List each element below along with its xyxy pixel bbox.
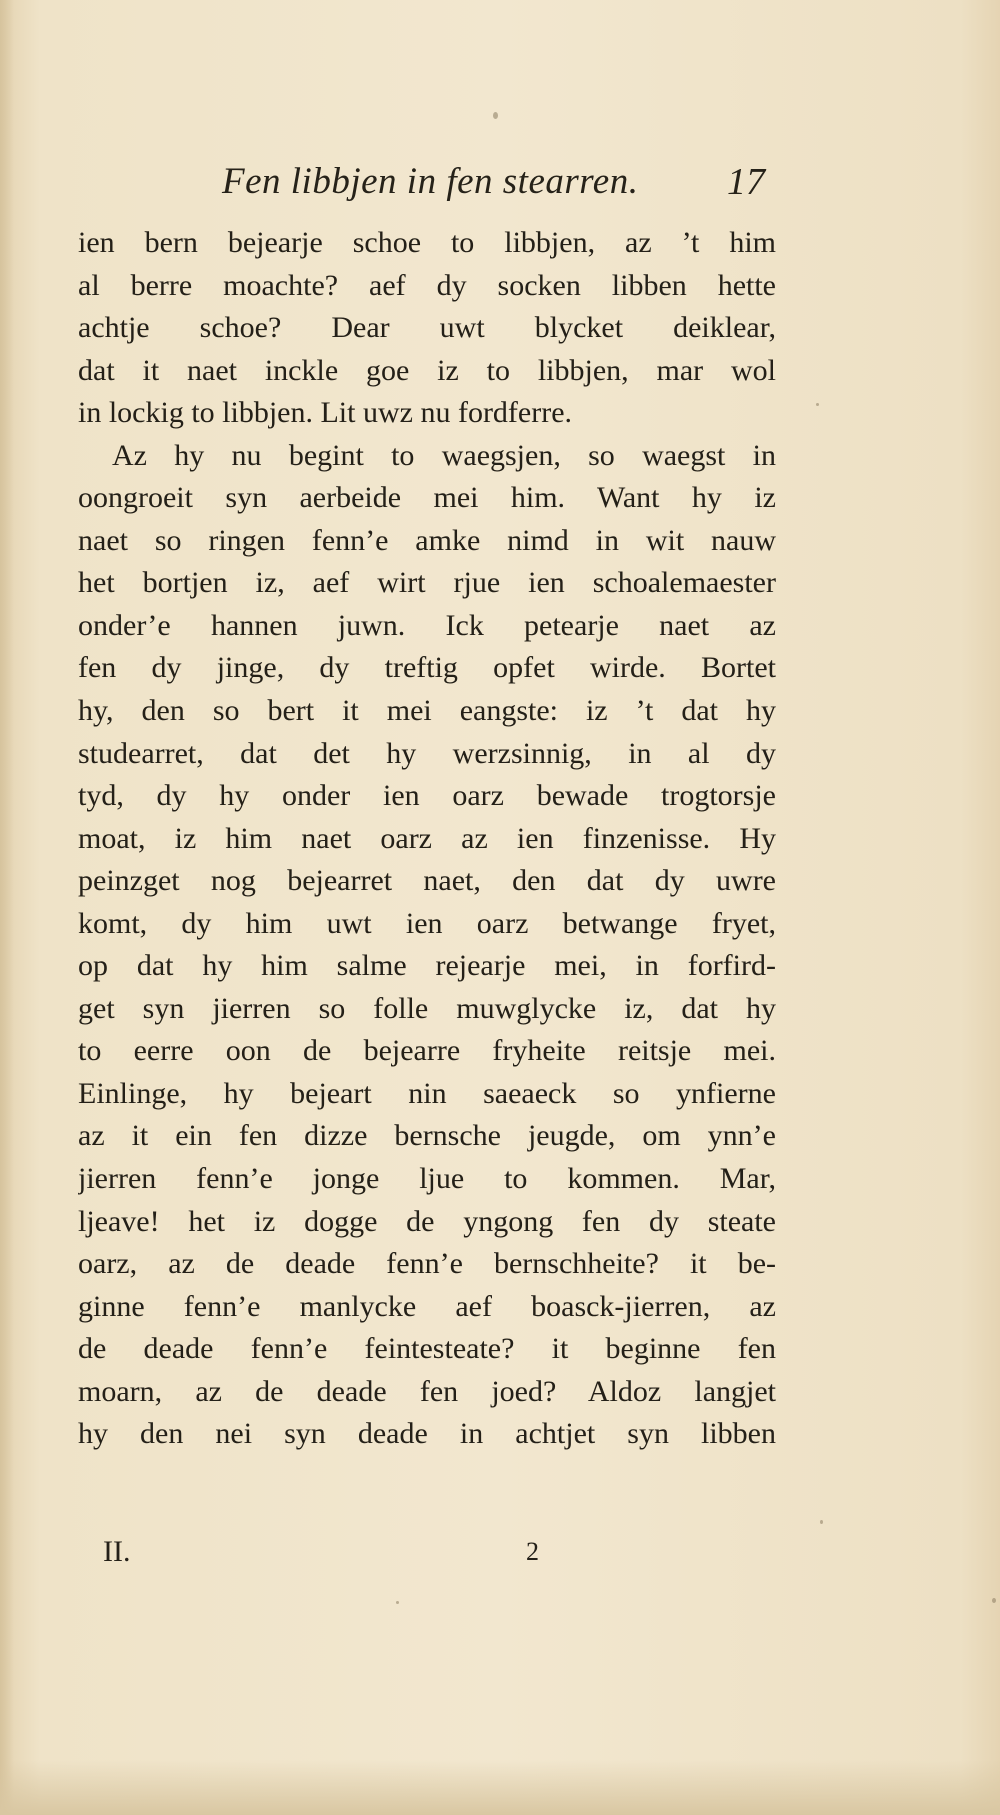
text-line: peinzget nog bejearret naet, den dat dy uwre [78,864,776,898]
text-line: studearret, dat det hy werzsinnig, in al dy [78,736,776,770]
text-line: get syn jierren so folle muwglycke iz, dat hy [78,991,776,1025]
text-line: oarz, az de deade fenn’e bernschheite? it be- [78,1247,776,1281]
text-line: hy den nei syn deade in achtjet syn libben [78,1417,776,1451]
page-header [0,158,1000,206]
page-number: 17 [727,161,765,203]
text-line: Einlinge, hy bejeart nin saeaeck so ynfierne [78,1076,776,1110]
text-line: tyd, dy hy onder ien oarz bewade trogtorsje [78,779,776,813]
text-line: oongroeit syn aerbeide mei him. Want hy iz [78,481,776,515]
text-line: jierren fenn’e jonge ljue to kommen. Mar, [78,1162,776,1196]
signature-mark: 2 [526,1537,539,1566]
text-line: ien bern bejearje schoe to libbjen, az ’t him [78,226,776,259]
ink-speck [396,1601,399,1604]
body-text [78,222,776,1456]
text-line: naet so ringen fenn’e amke nimd in wit nauw [78,523,776,557]
page-footer [0,1530,1000,1574]
text-line: to eerre oon de bejearre fryheite reitsje mei. [78,1034,776,1068]
text-line: het bortjen iz, aef wirt rjue ien schoalemaester [78,566,776,600]
text-line: al berre moachte? aef dy socken libben hette [78,268,776,302]
text-line: ginne fenn’e manlycke aef boasck-jierren, az [78,1289,776,1323]
page-bottom-shadow [0,1760,1000,1815]
text-line: in lockig to libbjen. Lit uwz nu fordferre. [78,396,573,430]
text-line: moarn, az de deade fen joed? Aldoz langjet [78,1374,776,1408]
text-line: Az hy nu begint to waegsjen, so waegst in [112,438,776,472]
text-line: moat, iz him naet oarz az ien finzenisse. Hy [78,821,776,855]
text-line: achtje schoe? Dear uwt blycket deiklear, [78,311,776,345]
ink-speck [493,112,498,119]
ink-speck [992,1598,996,1603]
text-line: de deade fenn’e feintesteate? it beginne fen [78,1332,776,1366]
text-line: onder’e hannen juwn. Ick petearje naet az [78,608,776,642]
volume-mark: II. [103,1535,131,1568]
ink-speck [816,403,819,406]
text-line: ljeave! het iz dogge de yngong fen dy steate [78,1204,776,1238]
text-line: fen dy jinge, dy treftig opfet wirde. Bortet [78,651,776,685]
text-line: op dat hy him salme rejearje mei, in forfird- [78,949,776,983]
text-line: komt, dy him uwt ien oarz betwange fryet, [78,906,776,940]
text-line: az it ein fen dizze bernsche jeugde, om ynn’e [78,1119,776,1153]
text-line: dat it naet inckle goe iz to libbjen, mar wol [78,353,776,387]
ink-speck [820,1520,823,1524]
running-title: Fen libbjen in fen stearren. [222,161,639,202]
text-line: hy, den so bert it mei eangste: iz ’t dat hy [78,694,776,728]
